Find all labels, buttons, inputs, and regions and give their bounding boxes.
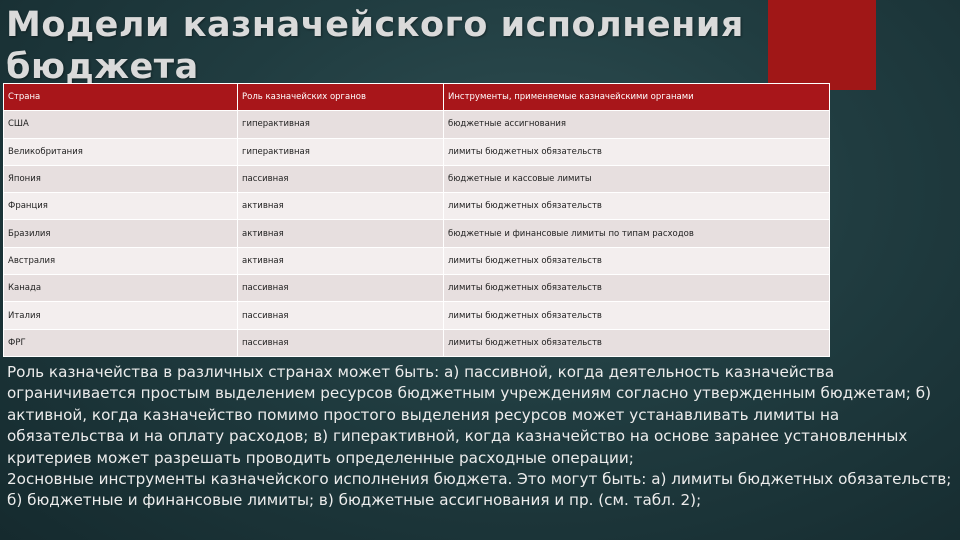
cell-tools: лимиты бюджетных обязательств <box>444 302 830 329</box>
cell-country: Канада <box>4 275 238 302</box>
cell-tools: лимиты бюджетных обязательств <box>444 193 830 220</box>
table-row <box>4 165 830 192</box>
slide-title: Модели казначейского исполнения бюджета <box>6 5 744 84</box>
cell-role: пассивная <box>238 302 444 329</box>
cell-country: Франция <box>4 193 238 220</box>
accent-block <box>768 0 876 90</box>
cell-tools: бюджетные и кассовые лимиты <box>444 165 830 192</box>
table-row <box>4 138 830 165</box>
table-row <box>4 220 830 247</box>
table-header-row <box>4 84 830 111</box>
cell-role: гиперактивная <box>238 111 444 138</box>
header-role: Роль казначейских органов <box>238 84 444 111</box>
cell-tools: бюджетные ассигнования <box>444 111 830 138</box>
cell-country: Бразилия <box>4 220 238 247</box>
table-row <box>4 193 830 220</box>
cell-tools: лимиты бюджетных обязательств <box>444 275 830 302</box>
cell-tools: лимиты бюджетных обязательств <box>444 247 830 274</box>
header-tools: Инструменты, применяемые казначейскими органами <box>444 84 830 111</box>
paragraph-treasury-roles: Роль казначейства в различных странах может быть: а) пассивной, когда деятельность казначейства ограничивается простым выделением ресурсов бюджетным учреждениям согласно утвержденным бюджетам; б) активной, когда казначейство помимо простого выделения ресурсов может устанавливать лимиты на обязательства и на оплату расходов; в) гиперактивной, когда казначейство на основе заранее установленных критериев может разрешать проводить определенные расходные операции; <box>7 363 932 467</box>
cell-role: гиперактивная <box>238 138 444 165</box>
table-row <box>4 111 830 138</box>
table-row <box>4 302 830 329</box>
header-country: Страна <box>4 84 238 111</box>
cell-tools: лимиты бюджетных обязательств <box>444 329 830 356</box>
cell-country: Италия <box>4 302 238 329</box>
cell-country: США <box>4 111 238 138</box>
cell-role: активная <box>238 247 444 274</box>
cell-tools: лимиты бюджетных обязательств <box>444 138 830 165</box>
cell-role: активная <box>238 193 444 220</box>
cell-country: ФРГ <box>4 329 238 356</box>
cell-role: пассивная <box>238 275 444 302</box>
table-row <box>4 247 830 274</box>
paragraph-treasury-instruments: 2основные инструменты казначейского исполнения бюджета. Это могут быть: а) лимиты бюджетных обязательств; б) бюджетные и финансовые лимиты; в) бюджетные ассигнования и пр. (см. табл. 2); <box>7 470 952 510</box>
cell-country: Великобритания <box>4 138 238 165</box>
cell-country: Япония <box>4 165 238 192</box>
data-table <box>3 83 830 357</box>
cell-role: пассивная <box>238 165 444 192</box>
cell-tools: бюджетные и финансовые лимиты по типам расходов <box>444 220 830 247</box>
cell-role: пассивная <box>238 329 444 356</box>
body-text <box>7 362 955 512</box>
cell-role: активная <box>238 220 444 247</box>
table-row <box>4 329 830 356</box>
table-row <box>4 275 830 302</box>
cell-country: Австралия <box>4 247 238 274</box>
